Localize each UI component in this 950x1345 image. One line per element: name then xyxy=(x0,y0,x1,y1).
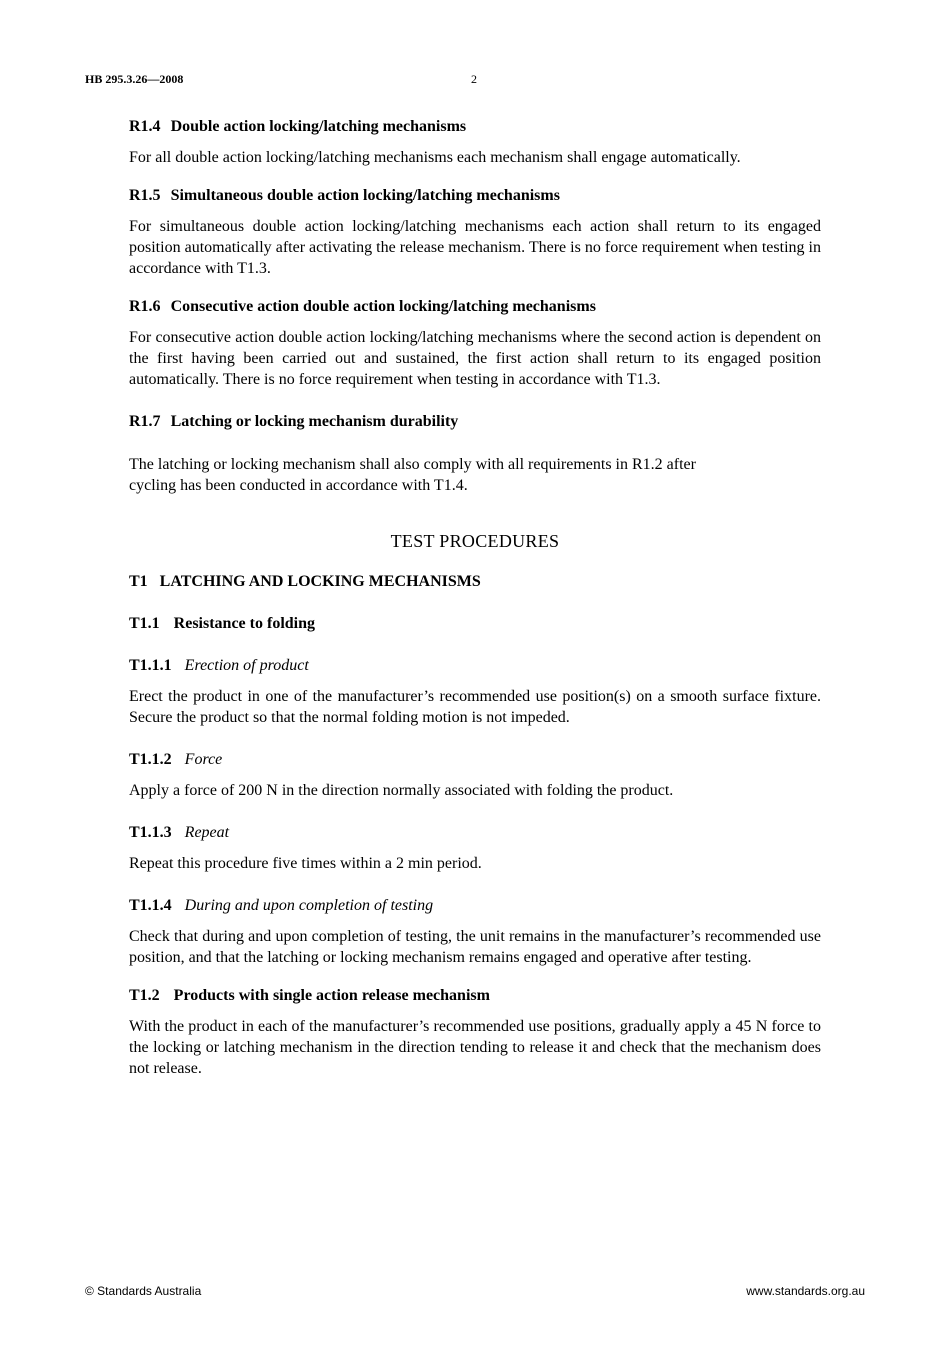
clause-text-line: cycling has been conducted in accordance with T1.4. xyxy=(129,477,468,494)
clause-title: Simultaneous double action locking/latching mechanisms xyxy=(170,187,560,204)
page-header xyxy=(85,72,865,90)
clause-heading-t1-1-4 xyxy=(129,896,821,916)
clause-title: Consecutive action double action locking/latching mechanisms xyxy=(170,298,596,315)
clause-heading-t1-1 xyxy=(129,614,821,634)
clause-title: Resistance to folding xyxy=(173,615,315,632)
clause-title: During and upon completion of testing xyxy=(184,897,434,914)
clause-number: T1.2 xyxy=(129,987,160,1004)
clause-number: T1.1.2 xyxy=(129,751,172,768)
clause-heading-t1-1-2 xyxy=(129,750,821,770)
clause-title: LATCHING AND LOCKING MECHANISMS xyxy=(159,573,481,590)
document-id: HB 295.3.26—2008 xyxy=(85,72,184,86)
clause-number: T1.1 xyxy=(129,615,160,632)
website-link[interactable]: www.standards.org.au xyxy=(746,1284,865,1298)
clause-text-r1-4: For all double action locking/latching mechanisms each mechanism shall engage automatically. xyxy=(129,149,741,166)
clause-title: Erection of product xyxy=(184,657,309,674)
clause-heading-r1-7 xyxy=(129,412,821,432)
clause-text-r1-5: For simultaneous double action locking/latching mechanisms each action shall return to its engaged position automatically after activating the release mechanism. There is no force requirement when testing in accordance with T1.3. xyxy=(129,218,821,277)
clause-heading-t1-2 xyxy=(129,986,821,1006)
clause-title: Double action locking/latching mechanisms xyxy=(170,118,467,135)
clause-heading-r1-5 xyxy=(129,186,821,206)
clause-number: R1.6 xyxy=(129,298,161,315)
section-title-test-procedures: TEST PROCEDURES xyxy=(390,531,560,551)
clause-heading-t1-1-3 xyxy=(129,823,821,843)
clause-number: T1.1.3 xyxy=(129,824,172,841)
clause-number: T1.1.4 xyxy=(129,897,172,914)
clause-text-r1-7 xyxy=(129,454,821,496)
copyright-notice: © Standards Australia xyxy=(85,1284,202,1298)
clause-number: T1 xyxy=(129,573,148,590)
clause-text-t1-1-2: Apply a force of 200 N in the direction normally associated with folding the product. xyxy=(129,782,674,799)
clause-heading-r1-4 xyxy=(129,117,821,137)
page-number: 2 xyxy=(471,72,477,86)
clause-number: R1.4 xyxy=(129,118,161,135)
clause-text-line: The latching or locking mechanism shall also comply with all requirements in R1.2 after xyxy=(129,456,696,473)
clause-text-t1-1-1: Erect the product in one of the manufacturer’s recommended use position(s) on a smooth surface fixture. Secure the product so that the normal folding motion is not impeded. xyxy=(129,688,821,726)
clause-text-t1-1-3: Repeat this procedure five times within a 2 min period. xyxy=(129,855,482,872)
clause-heading-r1-6 xyxy=(129,297,821,317)
clause-number: R1.7 xyxy=(129,413,161,430)
clause-number: R1.5 xyxy=(129,187,161,204)
clause-text-t1-2: With the product in each of the manufacturer’s recommended use positions, gradually apply a 45 N force to the locking or latching mechanism in the direction tending to release it and check that the mechanism does not release. xyxy=(129,1018,821,1077)
clause-heading-t1 xyxy=(129,572,821,592)
clause-title: Latching or locking mechanism durability xyxy=(170,413,459,430)
clause-text-r1-6: For consecutive action double action locking/latching mechanisms where the second action is dependent on the first having been carried out and sustained, the first action shall return to its engaged position automatically. There is no force requirement when testing in accordance with T1.3. xyxy=(129,329,821,388)
clause-title: Force xyxy=(184,751,223,768)
clause-heading-t1-1-1 xyxy=(129,656,821,676)
clause-number: T1.1.1 xyxy=(129,657,172,674)
clause-title: Products with single action release mechanism xyxy=(173,987,490,1004)
document-body xyxy=(129,117,821,1097)
clause-title: Repeat xyxy=(184,824,230,841)
clause-text-t1-1-4: Check that during and upon completion of testing, the unit remains in the manufacturer’s recommended use position, and that the latching or locking mechanism remains engaged and operative after testing. xyxy=(129,928,821,966)
